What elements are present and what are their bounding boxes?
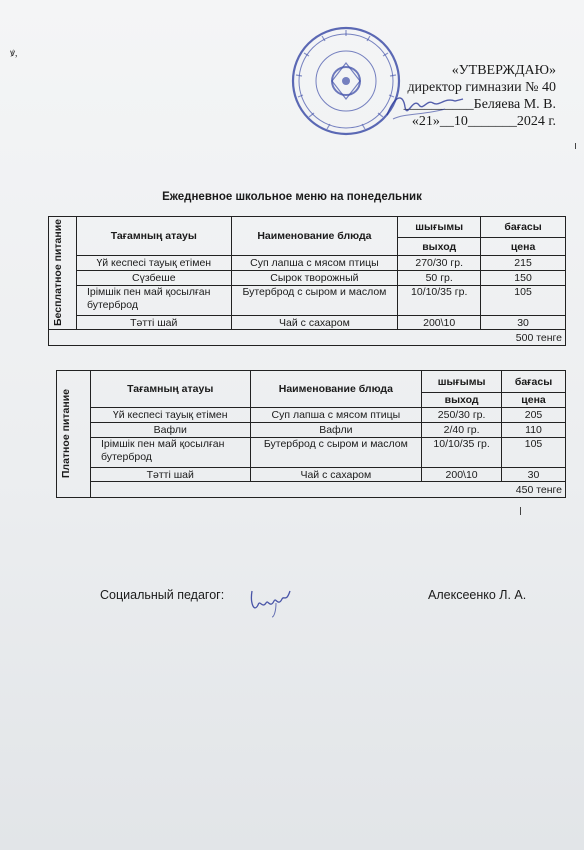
free-menu-table [48, 216, 566, 346]
col-kz-name: Тағамның атауы [76, 217, 231, 256]
table-header-row [49, 217, 566, 238]
col-ru-price: цена [481, 238, 566, 256]
pen-mark [520, 507, 521, 515]
col-kz-price: бағасы [502, 371, 566, 393]
approval-title: «УТВЕРЖДАЮ» [451, 63, 556, 78]
table-row: Ірімшік пен май қосылған бутерброд Бутерброд с сыром и маслом 10/10/35 гр. 105 [57, 438, 566, 468]
free-side-label: Бесплатное питание [52, 219, 64, 327]
paid-side-label: Платное питание [60, 389, 72, 479]
footer-name: Алексеенко Л. А. [428, 588, 527, 602]
table-row: Тәтті шай Чай с сахаром 200\10 30 [57, 468, 566, 482]
side-label-cell [49, 217, 77, 330]
col-ru-output: выход [398, 238, 481, 256]
table-row: Үй кеспесі тауық етімен Суп лапша с мясом птицы 270/30 гр. 215 [49, 256, 566, 271]
free-total: 500 тенге [49, 330, 566, 346]
date-year: 2024 г. [516, 114, 556, 129]
col-kz-output: шығымы [398, 217, 481, 238]
pen-mark [575, 143, 576, 149]
col-kz-name: Тағамның атауы [90, 371, 250, 408]
signature-icon [385, 85, 465, 125]
col-ru-name: Наименование блюда [250, 371, 422, 408]
paid-total: 450 тенге [90, 482, 565, 498]
table-row: Ірімшік пен май қосылған бутерброд Бутерброд с сыром и маслом 10/10/35 гр. 105 [49, 286, 566, 316]
menu-title: Ежедневное школьное меню на понедельник [162, 191, 422, 203]
side-label-cell [57, 371, 91, 498]
paid-menu-table [56, 370, 566, 498]
col-ru-name: Наименование блюда [231, 217, 398, 256]
table-row: Вафли Вафли 2/40 гр. 110 [57, 423, 566, 438]
total-row [57, 482, 566, 498]
approver-position: директор гимназии № 40 [407, 80, 556, 95]
total-row [49, 330, 566, 346]
col-ru-output: выход [422, 393, 502, 408]
col-ru-price: цена [502, 393, 566, 408]
footer-role: Социальный педагог: [100, 588, 225, 602]
date-month: 10 [453, 114, 468, 129]
col-kz-price: бағасы [481, 217, 566, 238]
table-header-row [57, 371, 566, 393]
table-row: Үй кеспесі тауық етімен Суп лапша с мясом птицы 250/30 гр. 205 [57, 408, 566, 423]
approver-name-line: __________Беляева М. В. [403, 97, 556, 112]
table-row: Тәтті шай Чай с сахаром 200\10 30 [49, 316, 566, 330]
approver-name: Беляева М. В. [473, 97, 556, 112]
approval-date: «21»__10_______2024 г. [411, 114, 556, 129]
corner-mark: ꝟ, [10, 48, 18, 59]
signature-icon [246, 583, 296, 619]
col-kz-output: шығымы [422, 371, 502, 393]
date-day: 21 [418, 114, 433, 129]
table-row: Сүзбеше Сырок творожный 50 гр. 150 [49, 271, 566, 286]
